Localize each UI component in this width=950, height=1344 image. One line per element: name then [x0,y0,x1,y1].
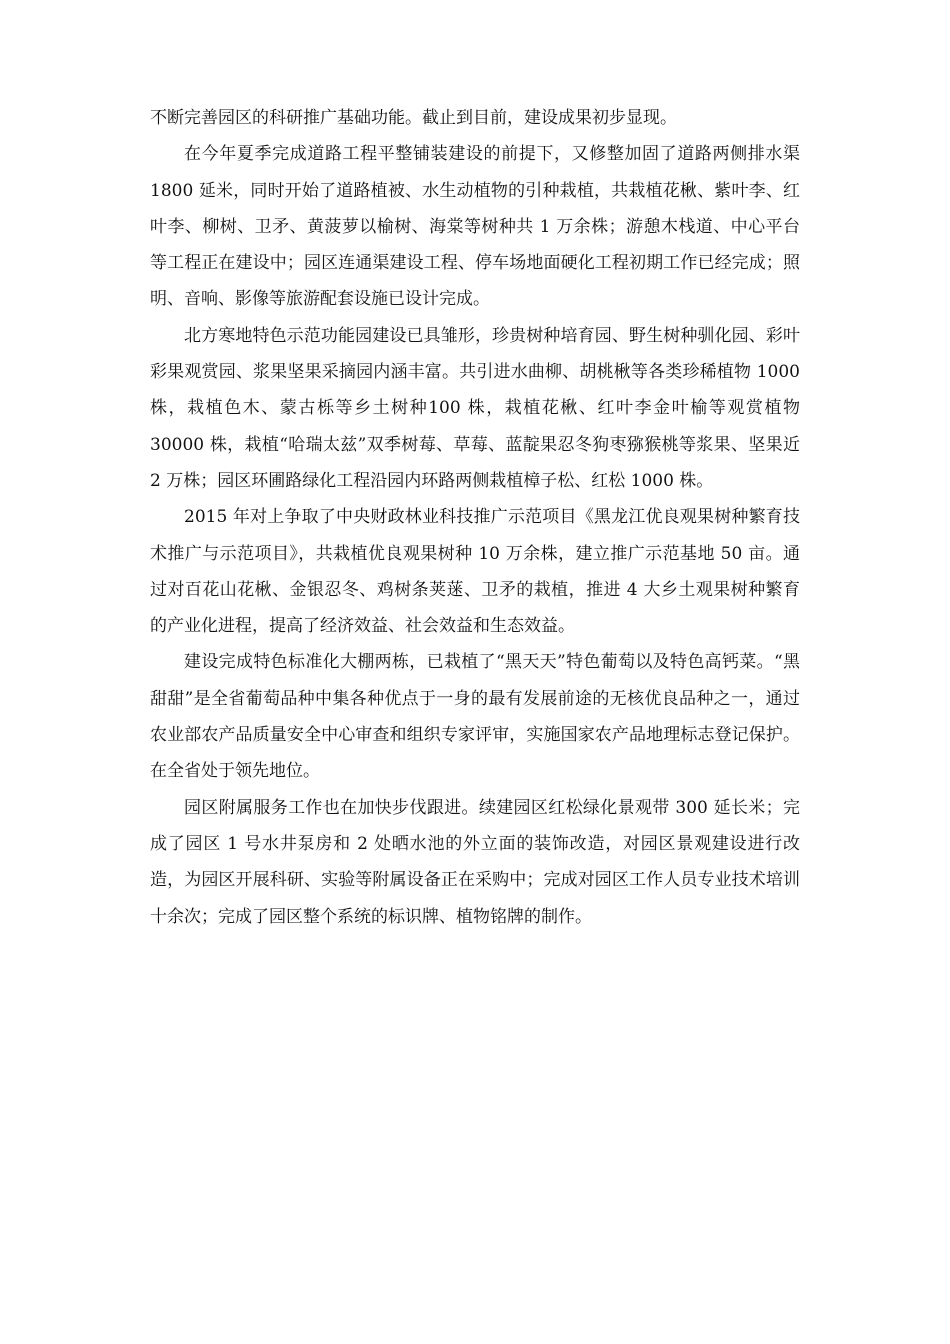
paragraph-2015-project: 2015 年对上争取了中央财政林业科技推广示范项目《黑龙江优良观果树种繁育技术推广与示范项目》，共栽植优良观果树种 10 万余株，建立推广示范基地 50 亩。通过对百花山花楸、金银忍冬、鸡树条荚蒾、卫矛的栽植，推进 4 大乡土观果树种繁育的产业化进程，提高了经济效益、社会效益和生态效益。 [150,507,800,637]
paragraph-greenhouses: 建设完成特色标准化大棚两栋，已栽植了“黑天天”特色葡萄以及特色高钙菜。“黑甜甜”是全省葡萄品种中集各种优点于一身的最有发展前途的无核优良品种之一，通过农业部农产品质量安全中心审查和组织专家评审，实施国家农产品地理标志登记保护。在全省处于领先地位。 [150,652,800,782]
paragraph-support-services: 园区附属服务工作也在加快步伐跟进。续建园区红松绿化景观带 300 延长米；完成了园区 1 号水井泵房和 2 处晒水池的外立面的装饰改造，对园区景观建设进行改造，为园区开展科研、实验等附属设备正在采购中；完成对园区工作人员专业技术培训十余次；完成了园区整个系统的标识牌、植物铭牌的制作。 [150,797,800,927]
paragraph-research-functions: 不断完善园区的科研推广基础功能。截止到目前，建设成果初步显现。 [150,108,677,128]
paragraph-demonstration-gardens: 北方寒地特色示范功能园建设已具雏形，珍贵树种培育园、野生树种驯化园、彩叶彩果观赏园、浆果坚果采摘园内涵丰富。共引进水曲柳、胡桃楸等各类珍稀植物 1000 株，栽植色木、蒙古栎等乡土树种100 株，栽植花楸、红叶李金叶榆等观赏植物 30000 株，栽植“哈瑞太兹”双季树莓、草莓、蓝靛果忍冬狗枣猕猴桃等浆果、坚果近 2 万株；园区环圃路绿化工程沿园内环路两侧栽植樟子松、红松 1000 株。 [150,325,800,491]
paragraph-road-works: 在今年夏季完成道路工程平整铺装建设的前提下，又修整加固了道路两侧排水渠 1800 延米，同时开始了道路植被、水生动植物的引种栽植，共栽植花楸、紫叶李、红叶李、柳树、卫矛、黄菠萝以榆树、海棠等树种共 1 万余株；游憩木栈道、中心平台等工程正在建设中；园区连通渠建设工程、停车场地面硬化工程初期工作已经完成；照明、音响、影像等旅游配套设施已设计完成。 [150,144,800,310]
document-body [150,100,800,935]
